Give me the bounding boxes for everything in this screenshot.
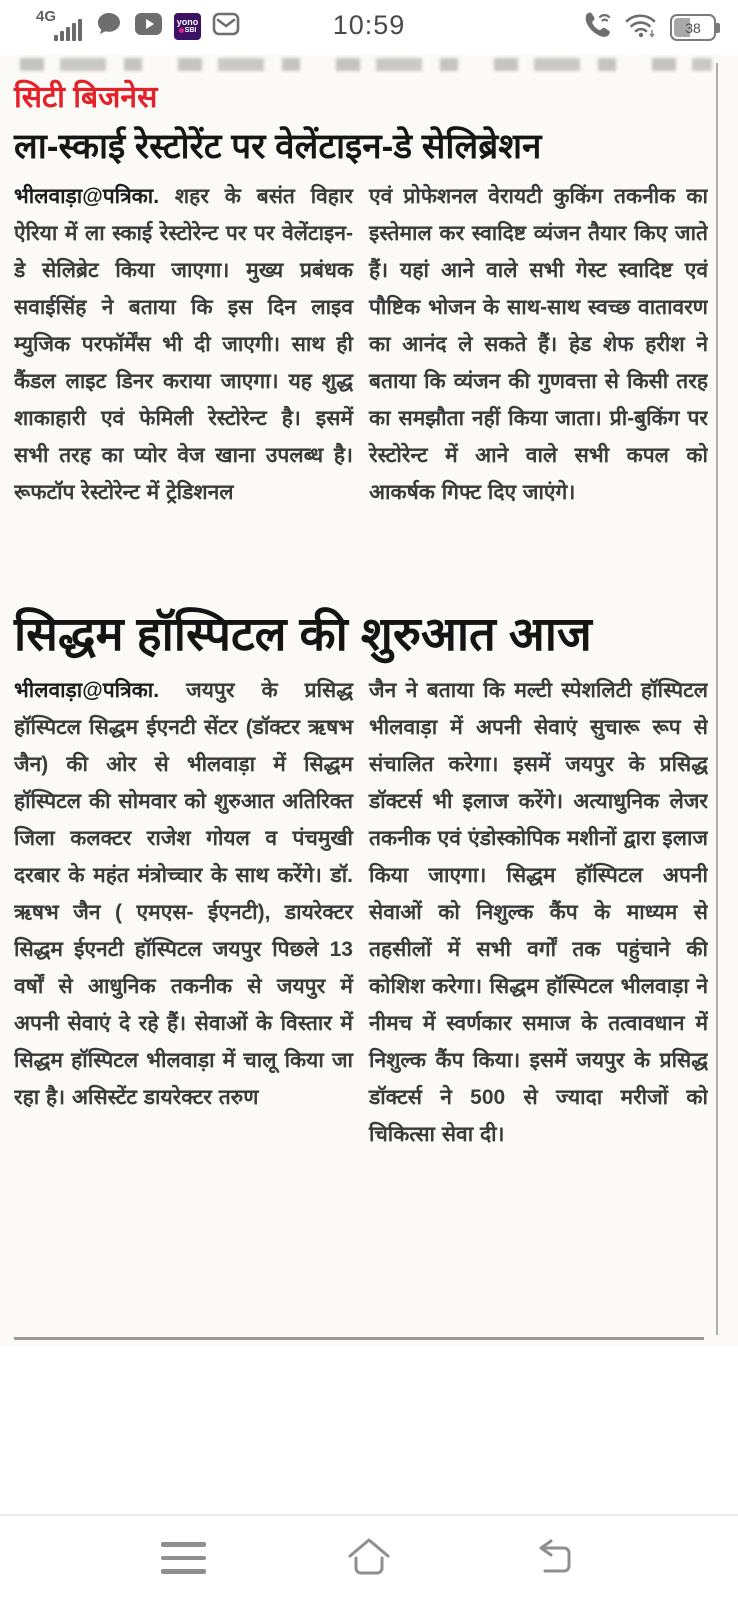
column-divider-rule: [716, 63, 718, 1335]
battery-percent: 38: [685, 19, 701, 36]
home-icon: [345, 1536, 393, 1581]
article2-body: [14, 672, 708, 1304]
section-label: सिटी बिजनेस: [14, 81, 158, 114]
wifi-icon: [624, 10, 658, 45]
article1-body: [14, 178, 708, 596]
article1-column-1: [14, 178, 353, 596]
home-button[interactable]: [344, 1535, 394, 1581]
article2-col1-text: जयपुर के प्रसिद्ध हॉस्पिटल सिद्धम ईएनटी सेंटर (डॉक्टर ऋषभ जैन) की ओर से भीलवाड़ा में सिद्धम हॉस्पिटल की सोमवार को शुरुआत अतिरिक्त जिला कलक्टर राजेश गोयल व पंचमुखी दरबार के महंत मंत्रोच्चार के साथ करेंगे। डॉ. ऋषभ जैन ( एमएस- ईएनटी), डायरेक्टर सिद्धम ईएनटी हॉस्पिटल जयपुर पिछले 13 वर्षों से आधुनिक तकनीक से जयपुर में अपनी सेवाएं दे रहे हैं। सेवाओं के विस्तार में सिद्धम हॉस्पिटल भीलवाड़ा में चालू किया जा रहा है। असिस्टेंट डायरेक्टर तरुण: [14, 678, 353, 1109]
article1-col2-text: एवं प्रोफेशनल वेरायटी कुकिंग तकनीक का इस्तेमाल कर स्वादिष्ट व्यंजन तैयार किए जाते हैं। यहां आने वाले सभी गेस्ट स्वादिष्ट एवं पौष्टिक भोजन के साथ-साथ स्वच्छ वातावरण का आनंद ले सकते हैं। हेड शेफ हरीश ने बताया कि व्यंजन की गुणवत्ता से किसी तरह का समझौता नहीं किया जाता। प्री-बुकिंग पर रेस्टोरेन्ट में आने वाले सभी कपल को आकर्षक गिफ्ट दिए जाएंगे।: [369, 184, 708, 504]
android-nav-bar: [0, 1514, 738, 1600]
newspaper-clipping-image[interactable]: [0, 55, 738, 1345]
clock: 10:59: [332, 10, 406, 40]
article1-dateline: भीलवाड़ा@पत्रिका.: [14, 184, 160, 208]
article1-column-2: [369, 178, 708, 596]
menu-button[interactable]: [158, 1535, 208, 1581]
wifi-calling-icon: [580, 10, 612, 45]
back-icon: [533, 1538, 577, 1579]
article2-column-1: [14, 672, 353, 1304]
article2-column-2: [369, 672, 708, 1304]
article1-col1-text: शहर के बसंत विहार ऐरिया में ला स्काई रेस्टोरेन्ट पर पर वेलेंटाइन-डे सेलिब्रेट किया जाएगा। मुख्य प्रबंधक सवाईसिंह ने बताया कि इस दिन लाइव म्युजिक परफॉर्मेंस भी दी जाएगी। साथ ही कैंडल लाइट डिनर कराया जाएगा। यह शुद्ध शाकाहारी एवं फेमिली रेस्टोरेन्ट है। इसमें सभी तरह का प्योर वेज खाना उपलब्ध है। रूफटॉप रेस्टोरेन्ट में ट्रेडिशनल: [14, 184, 353, 504]
cropped-text-fragments: [20, 58, 712, 71]
yono-sbi-app-icon: yono SBI: [174, 13, 201, 40]
status-bar-right-icons: [580, 10, 716, 45]
article2-headline: सिद्धम हॉस्पिटल की शुरुआत आज: [14, 606, 592, 660]
back-button[interactable]: [530, 1535, 580, 1581]
battery-icon: [670, 14, 716, 41]
article2-dateline: भीलवाड़ा@पत्रिका.: [14, 678, 160, 702]
status-bar: [0, 0, 738, 55]
article1-headline: ला-स्काई रेस्टोरेंट पर वेलेंटाइन-डे सेलिब्रेशन: [14, 126, 542, 166]
article2-col2-text: जैन ने बताया कि मल्टी स्पेशलिटी हॉस्पिटल भीलवाड़ा में अपनी सेवाएं सुचारू रूप से संचालित करेगा। इसमें जयपुर के प्रसिद्ध डॉक्टर्स भी इलाज करेंगे। अत्याधुनिक लेजर तकनीक एवं एंडोस्कोपिक मशीनों द्वारा इलाज किया जाएगा। सिद्धम हॉस्पिटल अपनी सेवाओं को निशुल्क कैंप के माध्यम से तहसीलों में सभी वर्गों तक पहुंचाने की कोशिश करेगा। सिद्धम हॉस्पिटल भीलवाड़ा ने नीमच में स्वर्णकार समाज के तत्वावधान में निशुल्क कैंप किया। इसमें जयपुर के प्रसिद्ध डॉक्टर्स ने 500 से ज्यादा मरीजों को चिकित्सा सेवा दी।: [369, 678, 708, 1146]
article-bottom-rule: [14, 1337, 704, 1340]
network-type-label: 4G: [36, 8, 57, 25]
menu-icon: [161, 1542, 206, 1574]
